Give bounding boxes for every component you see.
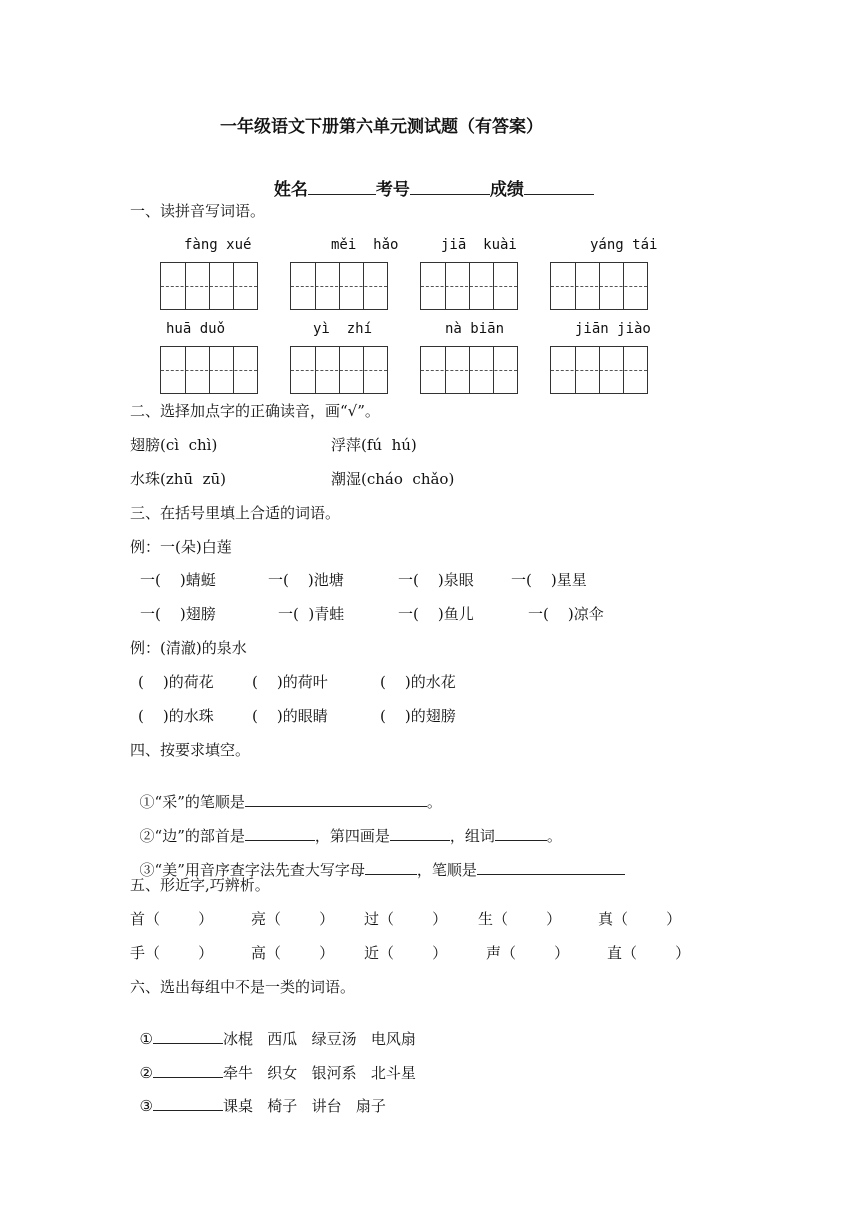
similar-char-item[interactable]: 近（ ）: [364, 944, 448, 962]
fill-blank-item[interactable]: ( )的荷花: [138, 673, 214, 691]
similar-char-item[interactable]: 真（ ）: [598, 910, 682, 928]
pinyin-label: yì zhí: [313, 321, 373, 337]
answer-blank[interactable]: [153, 1063, 223, 1078]
fill-blank-item[interactable]: 一( )鱼儿: [398, 605, 474, 623]
pronunciation-item[interactable]: 翅膀(cì chì): [130, 436, 218, 454]
question-text: ，笔顺是: [416, 861, 477, 879]
fill-blank-item[interactable]: 一( )泉眼: [398, 571, 474, 589]
exam-number-field[interactable]: [410, 180, 490, 195]
pinyin-label: nà biān: [445, 321, 505, 337]
phonetic-lookup-question: [130, 845, 625, 878]
question-text: ，第四画是: [314, 827, 390, 845]
group-words: 牵牛 织女 银河系 北斗星: [223, 1064, 416, 1082]
pinyin-label: yáng tái: [590, 237, 658, 253]
example-text: 例：(清澈)的泉水: [130, 639, 247, 657]
writing-grid[interactable]: [290, 262, 388, 310]
pinyin-label: jiān jiào: [575, 321, 651, 337]
pronunciation-item[interactable]: 潮湿(cháo chǎo): [331, 470, 455, 488]
section-3-heading: 三、在括号里填上合适的词语。: [130, 504, 341, 522]
score-field[interactable]: [524, 180, 594, 195]
exam-number-label: 考号: [375, 180, 410, 200]
pronunciation-item[interactable]: 浮萍(fú hú): [331, 436, 417, 454]
score-label: 成绩: [489, 180, 524, 200]
similar-char-item[interactable]: 首（ ）: [130, 910, 214, 928]
fill-blank-item[interactable]: ( )的翅膀: [380, 707, 456, 725]
fill-blank-item[interactable]: 一( )青蛙: [278, 605, 345, 623]
pinyin-label: fàng xué: [184, 237, 252, 253]
pronunciation-item[interactable]: 水珠(zhū zū): [130, 470, 227, 488]
answer-blank[interactable]: [477, 860, 625, 875]
answer-blank[interactable]: [390, 826, 450, 841]
fill-blank-item[interactable]: ( )的荷叶: [252, 673, 328, 691]
similar-char-item[interactable]: 生（ ）: [478, 910, 562, 928]
group-number: ②: [139, 1064, 153, 1082]
fill-blank-item[interactable]: 一( )翅膀: [140, 605, 216, 623]
writing-grid[interactable]: [550, 262, 648, 310]
question-text: 。: [426, 793, 442, 811]
radical-question: [130, 811, 562, 844]
pinyin-label: jiā kuài: [441, 237, 517, 253]
section-2-heading: 二、选择加点字的正确读音，画“√”。: [130, 402, 380, 420]
pinyin-label: měi hǎo: [331, 237, 399, 253]
fill-blank-item[interactable]: 一( )星星: [511, 571, 587, 589]
section-5-heading: 五、形近字,巧辨析。: [130, 876, 270, 894]
writing-grid[interactable]: [160, 346, 258, 394]
answer-blank[interactable]: [153, 1096, 223, 1111]
fill-blank-item[interactable]: 一( )池塘: [268, 571, 344, 589]
fill-blank-item[interactable]: 一( )蜻蜓: [140, 571, 216, 589]
word-group: [130, 1081, 386, 1114]
similar-char-item[interactable]: 高（ ）: [251, 944, 335, 962]
fill-blank-item[interactable]: 一( )凉伞: [528, 605, 604, 623]
page-title: 一年级语文下册第六单元测试题（有答案）: [220, 117, 543, 137]
word-group: [130, 1048, 416, 1081]
writing-grid[interactable]: [550, 346, 648, 394]
pinyin-label: huā duǒ: [166, 321, 226, 337]
answer-blank[interactable]: [245, 826, 315, 841]
question-text: ①“采”的笔顺是: [139, 793, 245, 811]
fill-blank-item[interactable]: ( )的水珠: [138, 707, 214, 725]
name-field[interactable]: [308, 180, 376, 195]
question-text: ②“边”的部首是: [139, 827, 245, 845]
fill-blank-item[interactable]: ( )的水花: [380, 673, 456, 691]
word-group: [130, 1014, 416, 1047]
group-number: ③: [139, 1097, 153, 1115]
section-1-heading: 一、读拼音写词语。: [130, 202, 266, 220]
example-text: 例：一(朵)白莲: [130, 538, 232, 556]
question-text: 。: [546, 827, 562, 845]
stroke-order-question: [130, 777, 442, 810]
writing-grid[interactable]: [420, 346, 518, 394]
answer-blank[interactable]: [495, 826, 547, 841]
similar-char-item[interactable]: 直（ ）: [607, 944, 691, 962]
name-label: 姓名: [273, 180, 308, 200]
similar-char-item[interactable]: 手（ ）: [130, 944, 214, 962]
writing-grid[interactable]: [290, 346, 388, 394]
fill-blank-item[interactable]: ( )的眼睛: [252, 707, 328, 725]
group-words: 冰棍 西瓜 绿豆汤 电风扇: [223, 1030, 416, 1048]
similar-char-item[interactable]: 过（ ）: [364, 910, 448, 928]
section-4-heading: 四、按要求填空。: [130, 741, 251, 759]
writing-grid[interactable]: [160, 262, 258, 310]
answer-blank[interactable]: [153, 1029, 223, 1044]
writing-grid[interactable]: [420, 262, 518, 310]
similar-char-item[interactable]: 声（ ）: [486, 944, 570, 962]
section-6-heading: 六、选出每组中不是一类的词语。: [130, 978, 356, 996]
question-text: ③“美”用音序查字法先查大写字母: [139, 861, 365, 879]
student-info-line: [262, 163, 594, 199]
group-number: ①: [139, 1030, 153, 1048]
answer-blank[interactable]: [365, 860, 417, 875]
similar-char-item[interactable]: 亮（ ）: [251, 910, 335, 928]
answer-blank[interactable]: [245, 792, 427, 807]
group-words: 课桌 椅子 讲台 扇子: [223, 1097, 386, 1115]
question-text: ，组词: [449, 827, 495, 845]
